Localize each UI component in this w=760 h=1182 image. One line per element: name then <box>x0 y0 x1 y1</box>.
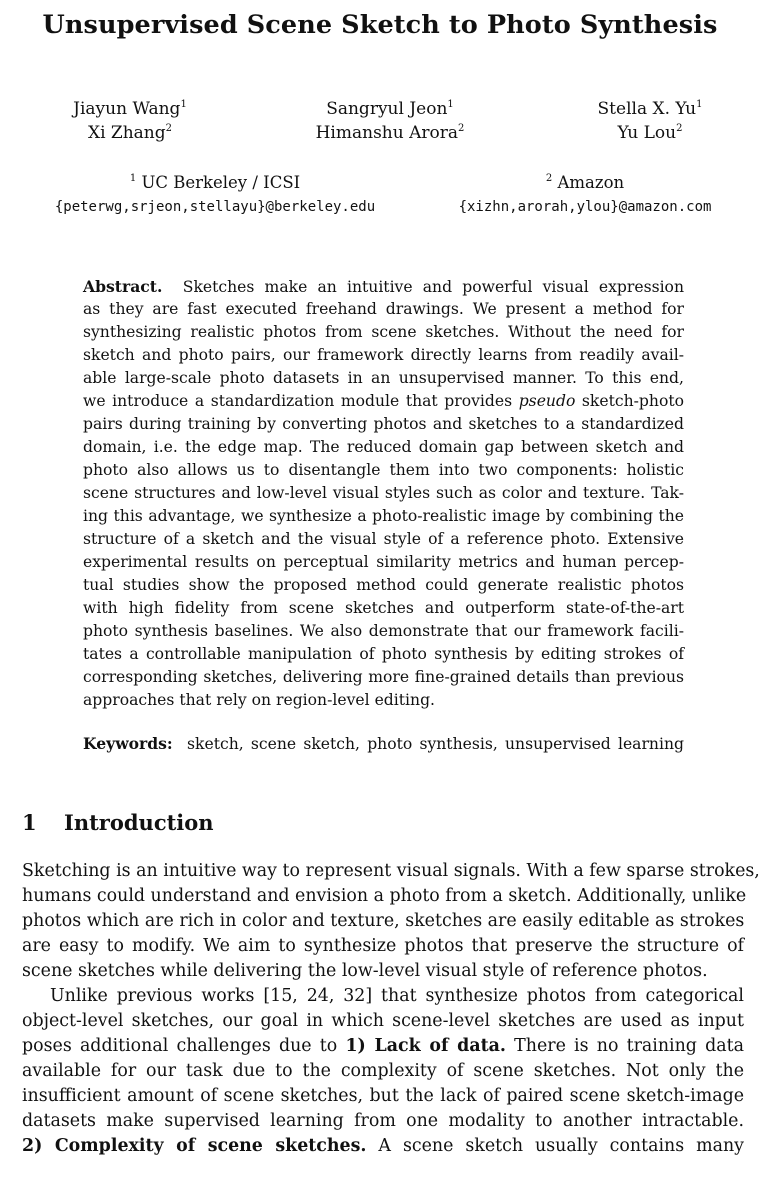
abstract-line: as they are fast executed freehand drawings. We present a method for <box>83 300 684 318</box>
body-line: scene sketches while delivering the low-level visual style of reference photos. <box>22 961 708 981</box>
abstract-line: pairs during training by converting photos and sketches to a standardized <box>83 415 684 433</box>
author-column-3 <box>550 97 750 145</box>
body-line: humans could understand and envision a photo from a sketch. Additionally, unlike <box>22 886 747 906</box>
body-line: Unlike previous works [15, 24, 32] that synthesize photos from categorical <box>50 986 744 1006</box>
abstract-line: approaches that rely on region-level editing. <box>83 691 436 709</box>
author-column-1 <box>30 97 230 145</box>
abstract-line: able large-scale photo datasets in an unsupervised manner. To this end, <box>83 369 684 387</box>
abstract-line: tates a controllable manipulation of photo synthesis by editing strokes of <box>83 645 684 663</box>
keywords-text: sketch, scene sketch, photo synthesis, unsupervised learning <box>187 735 684 753</box>
body-line: insufficient amount of scene sketches, but the lack of paired scene sketch-image <box>22 1086 744 1106</box>
abstract-line: tual studies show the proposed method could generate realistic photos <box>83 576 684 594</box>
section-heading <box>22 810 214 835</box>
abstract-line: domain, i.e. the edge map. The reduced domain gap between sketch and <box>83 438 684 456</box>
paper-title: Unsupervised Scene Sketch to Photo Synthesis <box>42 10 718 40</box>
email: {xizhn,arorah,ylou}@amazon.com <box>458 199 712 215</box>
author: Stella X. Yu$^1$ <box>597 99 703 119</box>
author: Sangryul Jeon$^1$ <box>326 99 454 119</box>
intro-body <box>22 859 760 1159</box>
abstract-label: Abstract. <box>83 277 163 296</box>
author: Yu Lou$^2$ <box>617 123 683 143</box>
abstract-line: structure of a sketch and the visual style of a reference photo. Extensive <box>83 530 684 548</box>
section-title: Introduction <box>64 810 214 835</box>
body-line: datasets make supervised learning from one modality to another intractable. <box>22 1111 744 1131</box>
abstract-line: photo also allows us to disentangle them into two components: holistic <box>83 461 684 479</box>
author: Jiayun Wang$^1$ <box>73 99 187 119</box>
abstract-line: Abstract. Sketches make an intuitive and powerful visual expression <box>83 277 684 296</box>
abstract <box>83 275 684 712</box>
abstract-line: synthesizing realistic photos from scene sketches. Without the need for <box>83 323 684 341</box>
abstract-line: photo synthesis baselines. We also demonstrate that our framework facili- <box>83 622 684 640</box>
body-line: 2) Complexity of scene sketches. A scene sketch usually contains many <box>22 1136 744 1156</box>
author-column-2 <box>280 97 500 145</box>
body-line: photos which are rich in color and texture, sketches are easily editable as strokes <box>22 911 745 931</box>
keywords <box>83 732 684 756</box>
author: Xi Zhang$^2$ <box>87 123 173 143</box>
section-number: 1 <box>22 810 37 835</box>
affiliation-2: $^2$ Amazon {xizhn,arorah,ylou}@amazon.com <box>420 171 750 219</box>
abstract-line: scene structures and low-level visual styles such as color and texture. Tak- <box>83 484 684 502</box>
body-line: poses additional challenges due to 1) Lack of data. There is no training data <box>22 1036 744 1056</box>
abstract-line: ing this advantage, we synthesize a photo-realistic image by combining the <box>83 507 684 525</box>
author: Himanshu Arora$^2$ <box>315 123 465 143</box>
affiliation-1: $^1$ UC Berkeley / ICSI {peterwg,srjeon,stellayu}@berkeley.edu <box>10 171 420 219</box>
email: {peterwg,srjeon,stellayu}@berkeley.edu <box>54 199 376 215</box>
keywords-label: Keywords: <box>83 734 173 753</box>
abstract-line: we introduce a standardization module that provides pseudo sketch-photo <box>83 392 684 410</box>
body-line: Sketching is an intuitive way to represent visual signals. With a few sparse strokes, <box>22 861 760 881</box>
abstract-line: with high fidelity from scene sketches and outperform state-of-the-art <box>83 599 684 617</box>
body-line: are easy to modify. We aim to synthesize photos that preserve the structure of <box>22 936 744 956</box>
body-line: available for our task due to the complexity of scene sketches. Not only the <box>22 1061 744 1081</box>
body-line: object-level sketches, our goal in which scene-level sketches are used as input <box>22 1011 744 1031</box>
abstract-line: corresponding sketches, delivering more fine-grained details than previous <box>83 668 684 686</box>
abstract-line: sketch and photo pairs, our framework directly learns from readily avail- <box>83 346 684 364</box>
abstract-line: experimental results on perceptual similarity metrics and human percep- <box>83 553 684 571</box>
